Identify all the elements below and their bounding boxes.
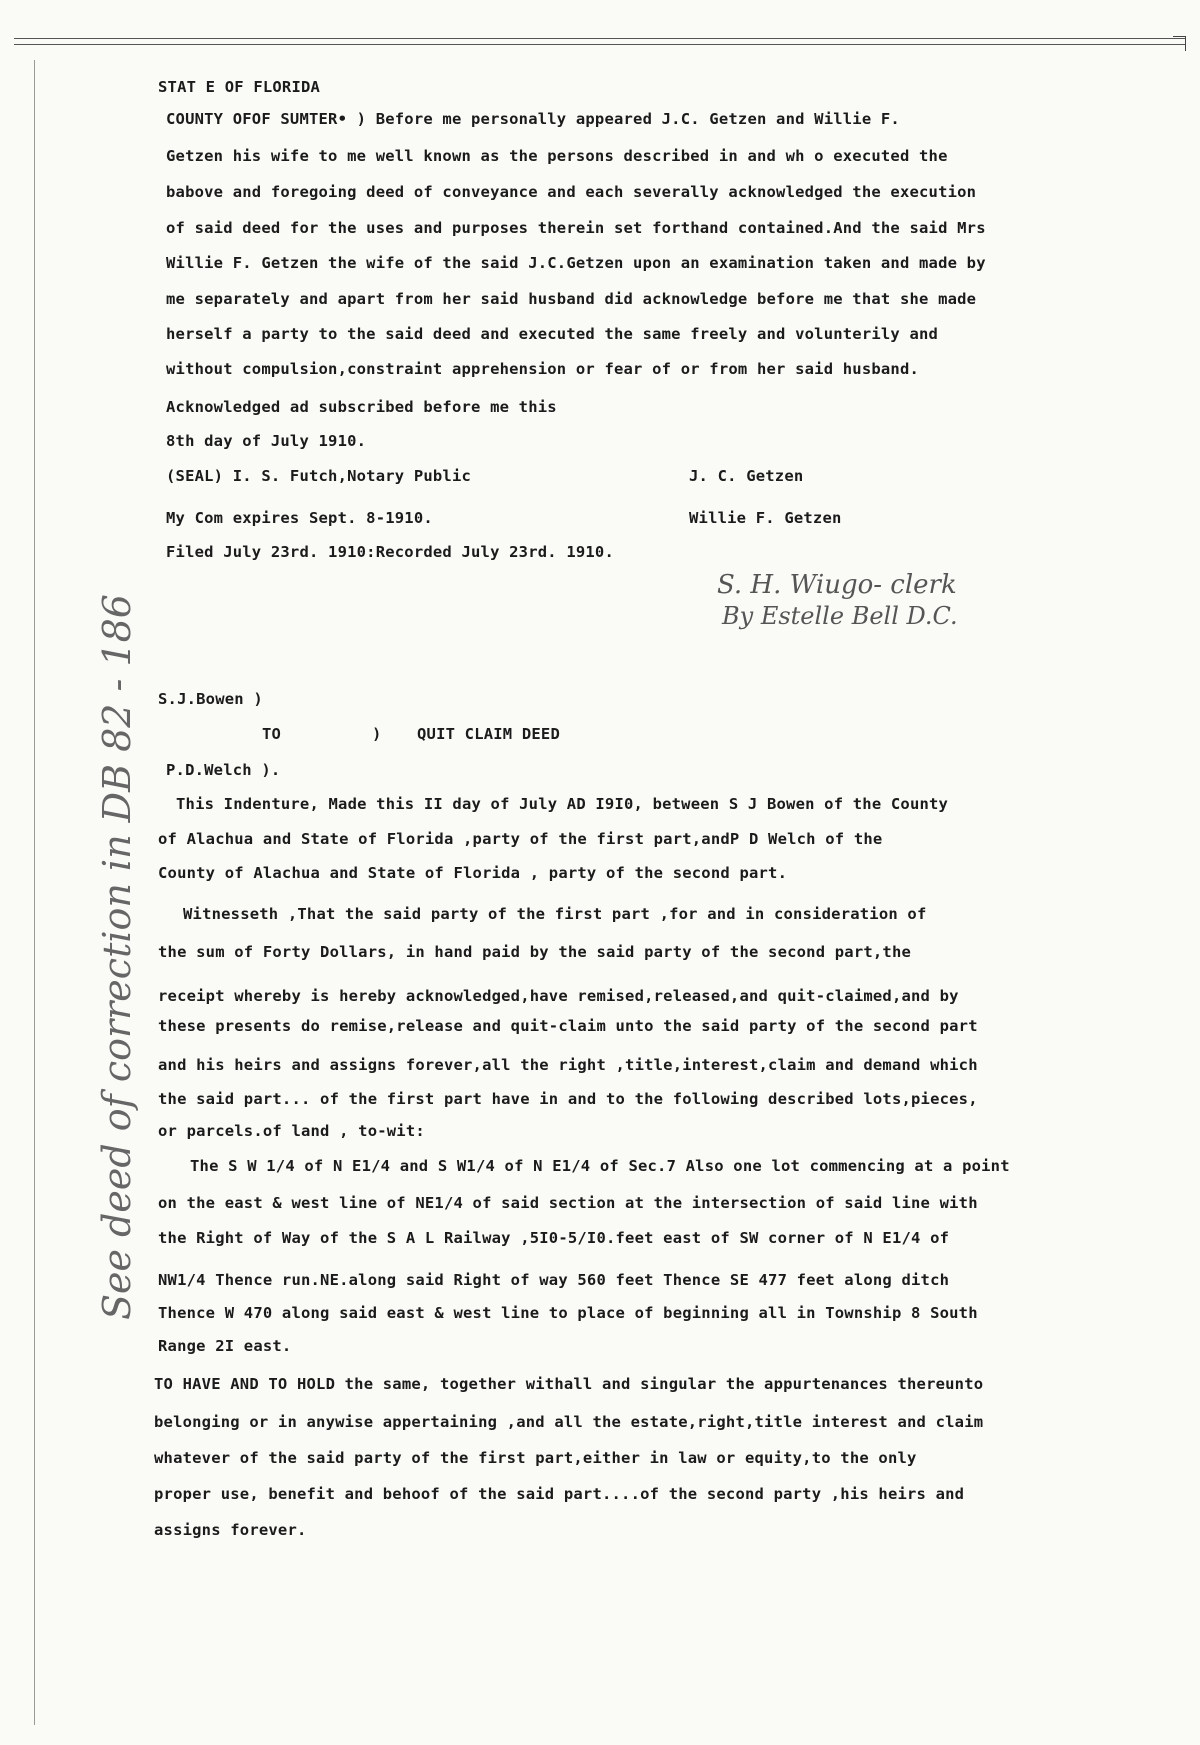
deed-line: on the east & west line of NE1/4 of said section at the intersection of said line with xyxy=(158,1194,978,1212)
top-rule-secondary xyxy=(14,44,1186,45)
deed-line: proper use, benefit and behoof of the said part....of the second party ,his heirs and xyxy=(154,1485,965,1503)
deed-line: This Indenture, Made this II day of July AD I9I0, between S J Bowen of the County xyxy=(176,795,949,813)
ack-line: without compulsion,constraint apprehension or fear of or from her said husband. xyxy=(166,360,920,378)
signer-2: Willie F. Getzen xyxy=(689,509,842,527)
signer-1: J. C. Getzen xyxy=(689,467,804,485)
deed-line: belonging or in anywise appertaining ,and all the estate,right,title interest and claim xyxy=(154,1413,984,1431)
deed-grantor: S.J.Bowen ) xyxy=(158,690,263,708)
deed-grantee: P.D.Welch ). xyxy=(166,761,281,779)
ack-line: Acknowledged ad subscribed before me this xyxy=(166,398,557,416)
ack-line: COUNTY OFOF SUMTER• ) Before me personally appeared J.C. Getzen and Willie F. xyxy=(166,110,900,128)
deed-line: NW1/4 Thence run.NE.along said Right of way 560 feet Thence SE 477 feet along ditch xyxy=(158,1271,950,1289)
deputy-signature: By Estelle Bell D.C. xyxy=(722,602,958,630)
deed-line: Witnesseth ,That the said party of the first part ,for and in consideration of xyxy=(183,905,927,923)
deed-line: or parcels.of land , to-wit: xyxy=(158,1122,425,1140)
ack-line: 8th day of July 1910. xyxy=(166,432,367,450)
deed-line: of Alachua and State of Florida ,party of the first part,andP D Welch of the xyxy=(158,830,883,848)
deed-paren: ) xyxy=(372,725,382,743)
ack-heading: STAT E OF FLORIDA xyxy=(158,78,321,96)
deed-line: County of Alachua and State of Florida , party of the second part. xyxy=(158,864,788,882)
ack-line: herself a party to the said deed and executed the same freely and volunterily and xyxy=(166,325,939,343)
deed-title: QUIT CLAIM DEED xyxy=(417,725,560,743)
deed-line: the said part... of the first part have in and to the following described lots,pieces, xyxy=(158,1090,978,1108)
deed-line: receipt whereby is hereby acknowledged,have remised,released,and quit-claimed,and by xyxy=(158,987,959,1005)
filed-recorded: Filed July 23rd. 1910:Recorded July 23rd. 1910. xyxy=(166,543,614,561)
deed-line: these presents do remise,release and quit-claim unto the said party of the second part xyxy=(158,1017,978,1035)
deed-line: and his heirs and assigns forever,all the right ,title,interest,claim and demand which xyxy=(158,1056,978,1074)
deed-line: the sum of Forty Dollars, in hand paid by the said party of the second part,the xyxy=(158,943,912,961)
commission-expiry: My Com expires Sept. 8-1910. xyxy=(166,509,433,527)
deed-line: assigns forever. xyxy=(154,1521,307,1539)
ack-line: me separately and apart from her said husband did acknowledge before me that she made xyxy=(166,290,977,308)
ack-line: Willie F. Getzen the wife of the said J.C.Getzen upon an examination taken and made by xyxy=(166,254,986,272)
deed-line: the Right of Way of the S A L Railway ,5I0-5/I0.feet east of SW corner of N E1/4 of xyxy=(158,1229,950,1247)
deed-to-label: TO xyxy=(262,725,282,743)
deed-line: Thence W 470 along said east & west line to place of beginning all in Township 8 South xyxy=(158,1304,978,1322)
ack-line: babove and foregoing deed of conveyance and each severally acknowledged the execution xyxy=(166,183,977,201)
deed-line: The S W 1/4 of N E1/4 and S W1/4 of N E1/4 of Sec.7 Also one lot commencing at a point xyxy=(190,1157,1010,1175)
clerk-signature: S. H. Wiugo- clerk xyxy=(717,570,957,600)
notary-seal-line: (SEAL) I. S. Futch,Notary Public xyxy=(166,467,472,485)
ack-line: of said deed for the uses and purposes therein set forthand contained.And the said Mrs xyxy=(166,219,986,237)
top-rule xyxy=(14,38,1186,39)
deed-line: whatever of the said party of the first part,either in law or equity,to the only xyxy=(154,1449,917,1467)
page-corner xyxy=(1173,36,1186,51)
left-edge-line xyxy=(34,60,35,1725)
deed-line: Range 2I east. xyxy=(158,1337,292,1355)
margin-handwritten-note: See deed of correction in DB 82 - 186 xyxy=(95,594,139,1320)
deed-line: TO HAVE AND TO HOLD the same, together withall and singular the appurtenances thereunto xyxy=(154,1375,984,1393)
ack-line: Getzen his wife to me well known as the persons described in and wh o executed the xyxy=(166,147,948,165)
